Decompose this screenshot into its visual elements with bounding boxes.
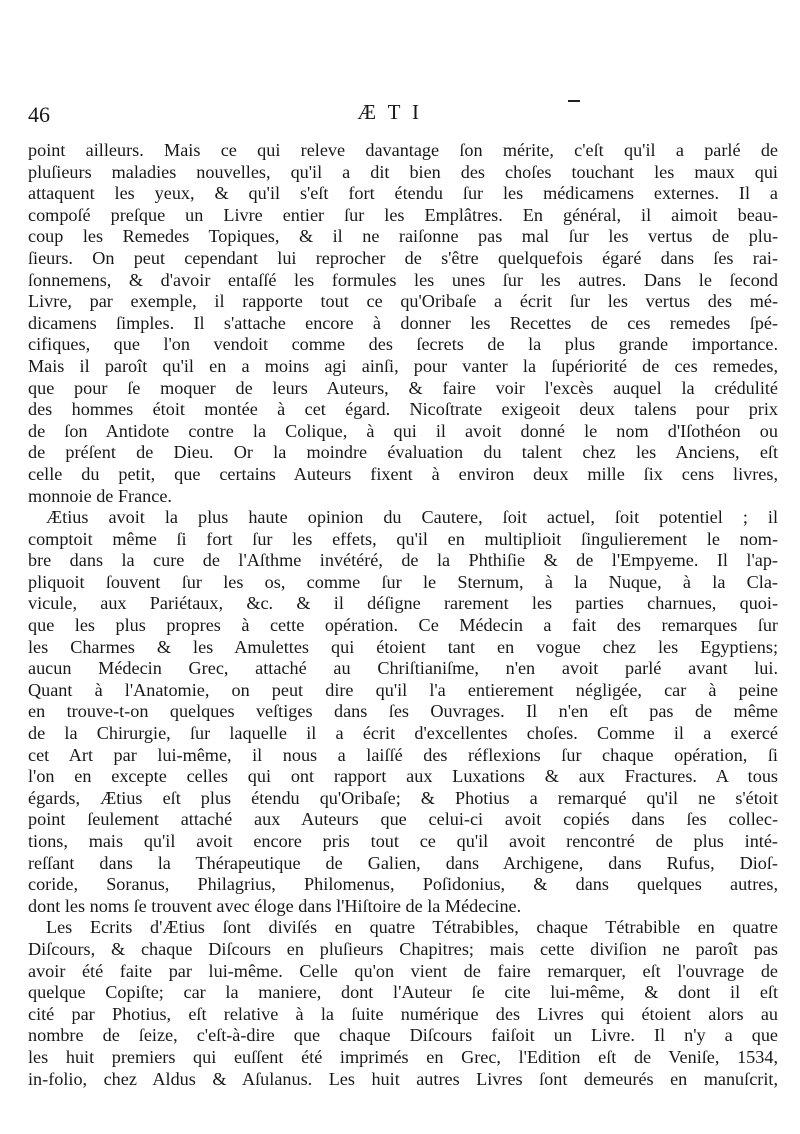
text-line: Livre, par exemple, il rapporte tout ce qu'Oribaſe a écrit ſur les vertus des mé-: [28, 291, 778, 312]
text-line: les Charmes & les Amulettes qui étoient tant en vogue chez les Egyptiens;: [28, 636, 778, 657]
text-line: les huit premiers qui euſſent été imprimés en Grec, l'Edition eſt de Veniſe, 1534,: [28, 1046, 778, 1067]
text-line: Ætius avoit la plus haute opinion du Cautere, ſoit actuel, ſoit potentiel ; il: [46, 507, 778, 528]
text-line: cité par Photius, eſt relative à la ſuite numérique des Livres qui étoient alors au: [28, 1003, 778, 1024]
text-line: de la Chirurgie, ſur laquelle il a écrit d'excellentes choſes. Comme il a exercé: [28, 723, 778, 744]
text-line: des hommes étoit montée à cet égard. Nicoſtrate exigeoit deux talens pour prix: [28, 399, 778, 420]
text-line: quelque Copiſte; car la maniere, dont l'Auteur ſe cite lui-même, & dont il eſt: [28, 982, 778, 1003]
text-line: vicule, aux Pariétaux, &c. & il déſigne rarement les parties charnues, quoi-: [28, 593, 778, 614]
text-line: point ſeulement attaché aux Auteurs que celui-ci avoit copiés dans ſes collec-: [28, 809, 778, 830]
running-title: ÆTI: [357, 100, 431, 124]
text-line: Les Ecrits d'Ætius ſont diviſés en quatre Tétrabibles, chaque Tétrabible en quatre: [46, 917, 778, 938]
text-line: bre dans la cure de l'Aſthme invétéré, de la Phthiſie & de l'Empyeme. Il l'ap-: [28, 550, 778, 571]
text-line: cifiques, que l'on vendoit comme des ſecrets de la plus grande importance.: [28, 334, 778, 355]
text-line: reſſant dans la Thérapeutique de Galien, dans Archigene, dans Rufus, Dioſ-: [28, 852, 778, 873]
text-line: pluſieurs maladies nouvelles, qu'il a dit bien des choſes touchant les maux qui: [28, 161, 778, 182]
text-line: Quant à l'Anatomie, on peut dire qu'il l'a entierement négligée, car à peine: [28, 679, 778, 700]
text-line: in-folio, chez Aldus & Aſulanus. Les huit autres Livres ſont demeurés en manuſcrit,: [28, 1068, 778, 1089]
text-line: pliquoit ſouvent ſur les os, comme ſur le Sternum, à la Nuque, à la Cla-: [28, 571, 778, 592]
text-line: compoſé preſque un Livre entier ſur les Emplâtres. En général, il aimoit beau-: [28, 204, 778, 225]
text-line: que les plus propres à cette opération. Ce Médecin a fait des remarques ſur: [28, 615, 778, 636]
text-line: nombre de ſeize, c'eſt-à-dire que chaque Diſcours faiſoit un Livre. Il n'y a que: [28, 1025, 778, 1046]
text-line: l'on en excepte celles qui ont rapport aux Luxations & aux Fractures. A tous: [28, 766, 778, 787]
text-line: avoir été faite par lui-même. Celle qu'on vient de faire remarquer, eſt l'ouvrage de: [28, 960, 778, 981]
text-line: aucun Médecin Grec, attaché au Chriſtianiſme, n'en avoit parlé avant lui.: [28, 658, 778, 679]
body-text: [28, 140, 778, 1090]
text-line: cet Art par lui-même, il nous a laiſſé des réflexions ſur chaque opération, ſi: [28, 744, 778, 765]
text-line: ſieurs. On peut cependant lui reprocher de s'être quelquefois égaré dans ſes rai-: [28, 247, 778, 268]
page-header: [28, 100, 760, 128]
text-line: en trouve-t-on quelques veſtiges dans ſes Ouvrages. Il n'en eſt pas de même: [28, 701, 778, 722]
text-line: coride, Soranus, Philagrius, Philomenus, Poſidonius, & dans quelques autres,: [28, 874, 778, 895]
text-line: de préſent de Dieu. Or la moindre évaluation du talent chez les Anciens, eſt: [28, 442, 778, 463]
text-line: comptoit même ſi fort ſur les effets, qu'il en multiplioit ſingulierement le nom-: [28, 528, 778, 549]
text-line: Diſcours, & chaque Diſcours en pluſieurs Chapitres; mais cette diviſion ne paroît pas: [28, 938, 778, 959]
printer-mark: [568, 100, 580, 106]
page-number: 46: [28, 102, 50, 127]
text-line: dont les noms ſe trouvent avec éloge dans l'Hiſtoire de la Médecine.: [28, 895, 522, 916]
text-line: monnoie de France.: [28, 485, 172, 506]
text-line: point ailleurs. Mais ce qui releve davantage ſon mérite, c'eſt qu'il a parlé de: [28, 140, 778, 160]
text-line: de ſon Antidote contre la Colique, à qui il avoit donné le nom d'Iſothéon ou: [28, 420, 778, 441]
text-line: celle du petit, que certains Auteurs fixent à environ deux mille ſix cens livres,: [28, 463, 778, 484]
text-line: égards, Ætius eſt plus étendu qu'Oribaſe; & Photius a remarqué qu'il ne s'étoit: [28, 787, 778, 808]
text-line: attaquent les yeux, & qu'il s'eſt fort étendu ſur les médicamens externes. Il a: [28, 183, 778, 204]
text-line: Mais il paroît qu'il en a moins agi ainſi, pour vanter la ſupériorité de ces remedes,: [28, 355, 778, 376]
text-line: coup les Remedes Topiques, & il ne raiſonne pas mal ſur les vertus de plu-: [28, 226, 778, 247]
text-line: ſonnemens, & d'avoir entaſſé les formules les unes ſur les autres. Dans le ſecond: [28, 269, 778, 290]
text-line: que pour ſe moquer de leurs Auteurs, & faire voir l'excès auquel la crédulité: [28, 377, 778, 398]
text-line: tions, mais qu'il avoit encore pris tout ce qu'il avoit rencontré de plus inté-: [28, 831, 778, 851]
text-line: dicamens ſimples. Il s'attache encore à donner les Recettes de ces remedes ſpé-: [28, 312, 778, 333]
